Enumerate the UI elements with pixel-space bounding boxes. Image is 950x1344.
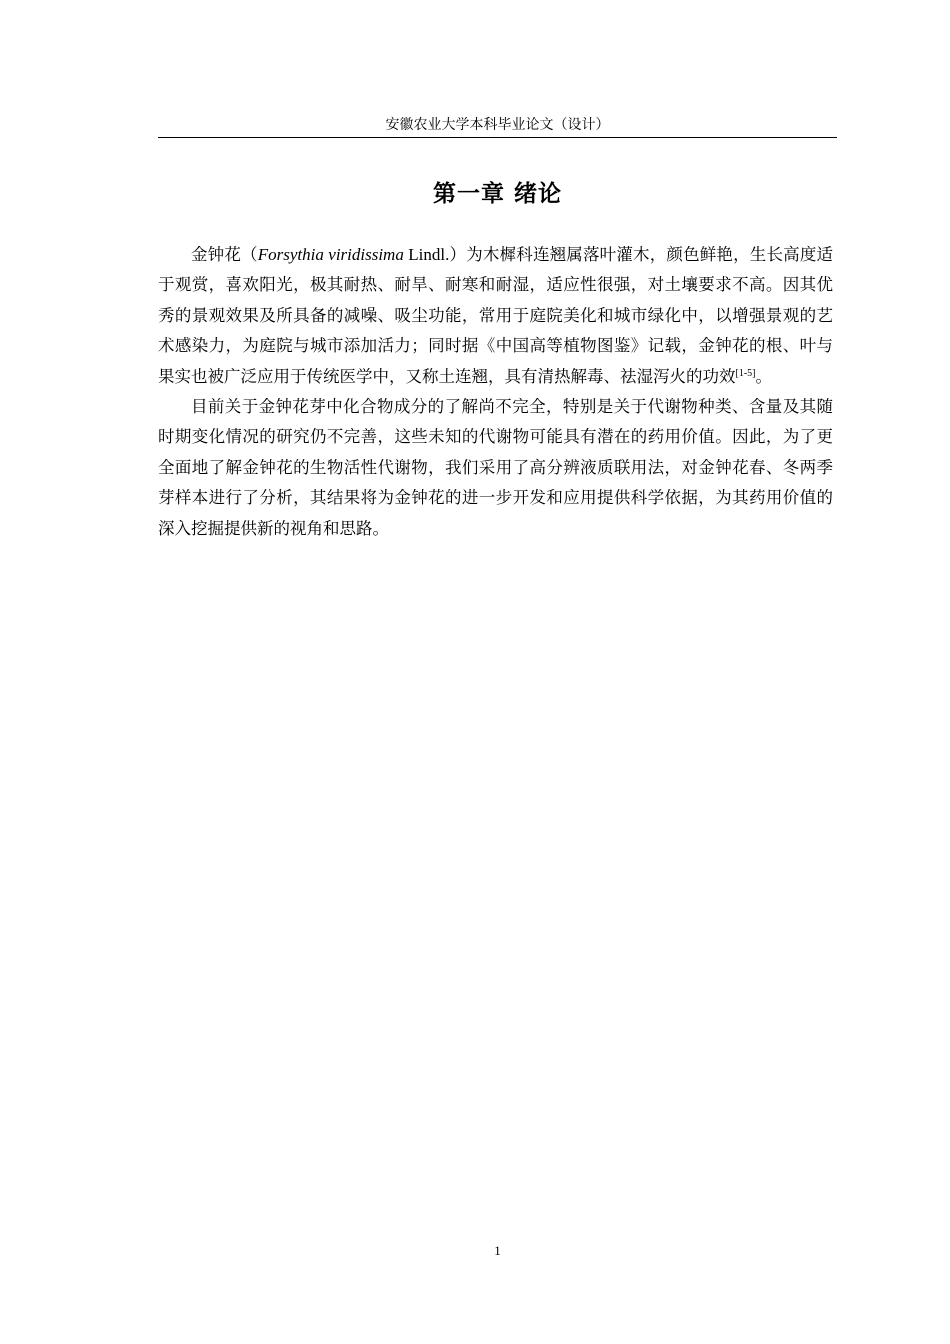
paragraph-1-lead: 金钟花（: [191, 245, 258, 264]
species-author: Lindl.: [403, 245, 450, 264]
chapter-title: 第一章 绪论: [432, 181, 562, 207]
body-text: [158, 240, 833, 544]
page-number: 1: [494, 1243, 501, 1258]
paragraph-1-end: 。: [755, 366, 772, 386]
running-header: 安徽农业大学本科毕业论文（设计）: [385, 117, 610, 133]
paragraph-2: 目前关于金钟花芽中化合物成分的了解尚不完全，特别是关于代谢物种类、含量及其随时期变化情况的研究仍不完善，这些未知的代谢物可能具有潜在的药用价值。因此，为了更全面地了解金钟花的生物活性代谢物，我们采用了高分辨液质联用法，对金钟花春、冬两季芽样本进行了分析，其结果将为金钟花的进一步开发和应用提供科学依据，为其药用价值的深入挖掘提供新的视角和思路。: [158, 397, 833, 538]
paragraph-1-body: ）为木樨科连翘属落叶灌木，颜色鲜艳，生长高度适于观赏，喜欢阳光，极其耐热、耐旱、耐寒和耐湿，适应性很强，对土壤要求不高。因其优秀的景观效果及所具备的减噪、吸尘功能，常用于庭院美化和城市绿化中，以增强景观的艺术感染力，为庭院与城市添加活力；同时据《中国高等植物图鉴》记载，金钟花的根、叶与果实也被广泛应用于传统医学中，又称土连翘，具有清热解毒、祛湿泻火的功效: [158, 245, 834, 386]
citation-ref: [1-5]: [735, 367, 756, 379]
species-name: Forsythia viridissima: [257, 245, 404, 264]
paragraph-1: [158, 240, 833, 392]
header-rule: [158, 137, 837, 138]
